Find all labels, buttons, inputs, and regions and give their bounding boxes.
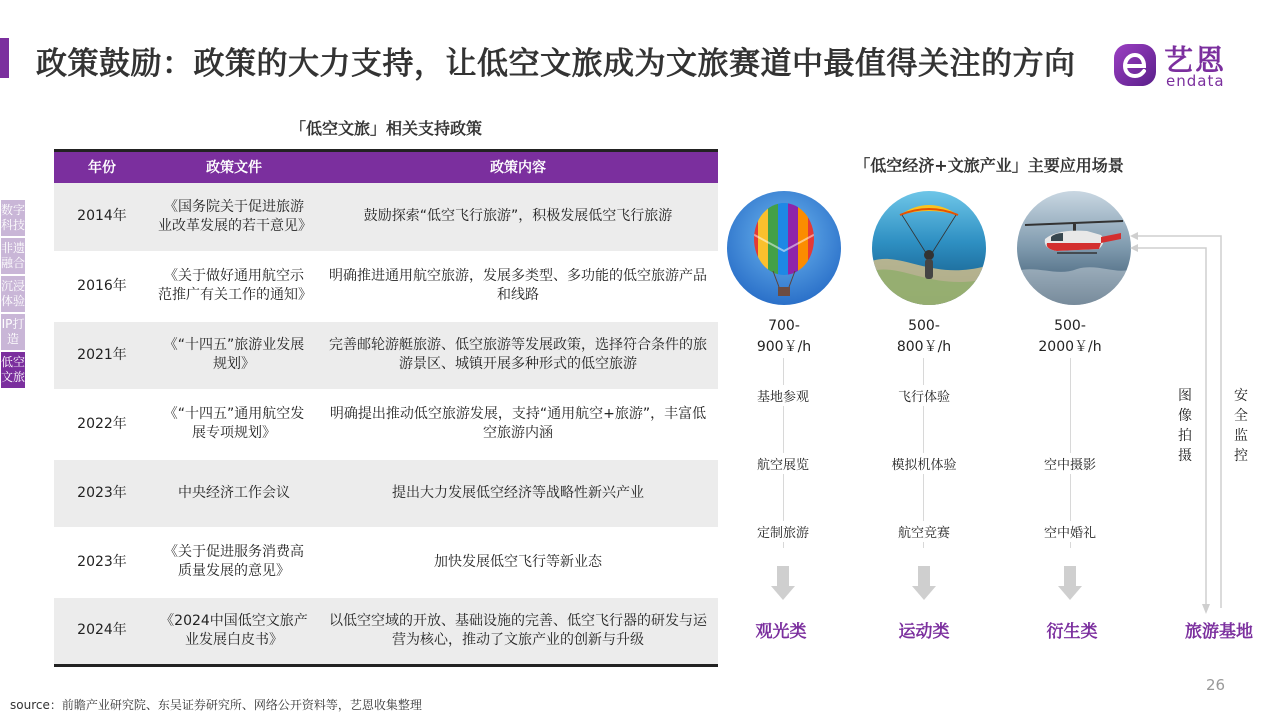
cell-document: 《关于促进服务消费高质量发展的意见》 <box>150 528 318 597</box>
down-arrow-icon <box>771 566 795 600</box>
cell-document: 《关于做好通用航空示范推广有关工作的通知》 <box>150 252 318 321</box>
cell-content: 鼓励探索“低空飞行旅游”，积极发展低空飞行旅游 <box>318 183 718 252</box>
cell-year: 2014年 <box>54 183 150 252</box>
logo-chinese-text: 艺恩 <box>1164 43 1227 77</box>
hot-air-balloon-image <box>727 191 841 305</box>
item-aviation-race: 航空竞赛 <box>869 521 979 542</box>
down-arrow-icon <box>912 566 936 600</box>
cell-year: 2024年 <box>54 597 150 666</box>
down-arrow-icon <box>1058 566 1082 600</box>
category-derivative: 衍生类 <box>1046 622 1098 642</box>
price-sports: 500- 800￥/h <box>896 318 952 355</box>
side-nav-heritage[interactable]: 非遗融合 <box>1 238 25 274</box>
side-nav-immersive[interactable]: 沉浸体验 <box>1 276 25 312</box>
table-row <box>54 183 718 252</box>
item-aerial-photography: 空中摄影 <box>1015 453 1125 474</box>
category-tourism-base: 旅游基地 <box>1185 622 1253 642</box>
cell-content: 加快发展低空飞行等新业态 <box>318 528 718 597</box>
price-derivative: 500- 2000￥/h <box>1038 318 1102 355</box>
cell-document: 《“十四五”通用航空发展专项规划》 <box>150 390 318 459</box>
table-row <box>54 252 718 321</box>
side-nav-digital-tech[interactable]: 数字科技 <box>1 200 25 236</box>
cell-content: 完善邮轮游艇旅游、低空旅游等发展政策，选择符合条件的旅游景区、城镇开展多种形式的低空旅游 <box>318 321 718 390</box>
item-base-visit: 基地参观 <box>728 385 838 406</box>
header-year: 年份 <box>54 151 150 183</box>
cell-year: 2023年 <box>54 459 150 528</box>
item-flight-experience: 飞行体验 <box>869 385 979 406</box>
paraglider-image <box>872 191 986 305</box>
policy-table <box>54 149 718 667</box>
table-row <box>54 459 718 528</box>
page-title: 政策鼓励：政策的大力支持，让低空文旅成为文旅赛道中最值得关注的方向 <box>36 46 1076 82</box>
header-document: 政策文件 <box>150 151 318 183</box>
item-simulator-experience: 模拟机体验 <box>869 453 979 474</box>
cell-year: 2016年 <box>54 252 150 321</box>
hot-air-balloon-icon <box>727 191 841 305</box>
side-label-safety-monitoring: 安全监控 <box>1234 388 1248 464</box>
cell-document: 《国务院关于促进旅游业改革发展的若干意见》 <box>150 183 318 252</box>
item-aerial-wedding: 空中婚礼 <box>1015 521 1125 542</box>
scenario-title: 「低空经济+文旅产业」主要应用场景 <box>854 156 1124 175</box>
cell-content: 提出大力发展低空经济等战略性新兴产业 <box>318 459 718 528</box>
item-aviation-exhibition: 航空展览 <box>728 453 838 474</box>
endata-logo-icon <box>1112 42 1158 88</box>
table-row <box>54 597 718 666</box>
cell-year: 2021年 <box>54 321 150 390</box>
table-row <box>54 528 718 597</box>
paraglider-icon <box>872 191 986 305</box>
table-row <box>54 321 718 390</box>
header-content: 政策内容 <box>318 151 718 183</box>
category-sports: 运动类 <box>898 622 950 642</box>
page-number: 26 <box>1206 676 1226 694</box>
side-nav-ip[interactable]: IP打造 <box>1 314 25 350</box>
logo-english-text: endata <box>1166 72 1225 90</box>
policy-table-title: 「低空文旅」相关支持政策 <box>289 119 482 138</box>
item-custom-travel: 定制旅游 <box>728 521 838 542</box>
brand-logo <box>1112 38 1242 90</box>
price-sightseeing: 700- 900￥/h <box>756 318 812 355</box>
table-header-row <box>54 151 718 183</box>
table-row <box>54 390 718 459</box>
cell-document: 中央经济工作会议 <box>150 459 318 528</box>
side-nav-low-altitude[interactable]: 低空文旅 <box>1 352 25 388</box>
category-sightseeing: 观光类 <box>755 622 807 642</box>
cell-content: 明确推进通用航空旅游，发展多类型、多功能的低空旅游产品和线路 <box>318 252 718 321</box>
connector-lines <box>1100 228 1230 614</box>
cell-year: 2022年 <box>54 390 150 459</box>
cell-content: 明确提出推动低空旅游发展，支持“通用航空+旅游”，丰富低空旅游内涵 <box>318 390 718 459</box>
side-label-image-capture: 图像拍摄 <box>1178 388 1192 464</box>
cell-content: 以低空空域的开放、基础设施的完善、低空飞行器的研发与运营为核心，推动了文旅产业的创新与升级 <box>318 597 718 666</box>
cell-year: 2023年 <box>54 528 150 597</box>
cell-document: 《2024中国低空文旅产业发展白皮书》 <box>150 597 318 666</box>
cell-document: 《“十四五”旅游业发展规划》 <box>150 321 318 390</box>
title-accent-bar <box>0 38 9 78</box>
side-nav <box>1 200 25 390</box>
source-note: source：前瞻产业研究院、东吴证券研究所、网络公开资料等，艺恩收集整理 <box>10 698 422 712</box>
